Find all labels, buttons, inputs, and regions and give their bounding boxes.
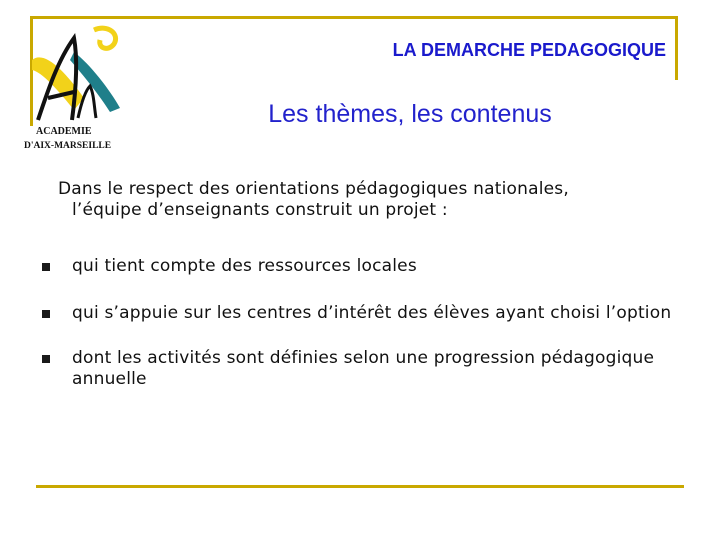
logo-letter-m <box>78 86 96 118</box>
intro-paragraph <box>58 179 678 221</box>
bullet-item <box>42 348 692 390</box>
intro-line-2: l’équipe d’enseignants construit un projet : <box>72 200 448 220</box>
bullet-text: qui s’appuie sur les centres d’intérêt des élèves ayant choisi l’option <box>72 303 672 323</box>
square-bullet-icon <box>42 355 50 363</box>
bullet-list <box>42 256 692 390</box>
bullet-item <box>42 303 692 324</box>
intro-line-1: Dans le respect des orientations pédagogiques nationales, <box>58 179 569 199</box>
header-title: LA DEMARCHE PEDAGOGIQUE <box>392 40 666 60</box>
bullet-text: dont les activités sont définies selon une progression pédagogique annuelle <box>72 348 655 389</box>
academie-logo <box>24 20 124 152</box>
bullet-item <box>42 256 692 277</box>
logo-yellow-swirl <box>94 28 116 48</box>
square-bullet-icon <box>42 263 50 271</box>
frame-right-rule <box>675 16 678 80</box>
square-bullet-icon <box>42 310 50 318</box>
logo-text-line2: D'AIX-MARSEILLE <box>24 141 112 151</box>
frame-bottom-rule <box>36 485 684 488</box>
logo-text-line1: ACADEMIE <box>36 126 92 137</box>
frame-top-rule <box>30 16 678 19</box>
slide-subtitle: Les thèmes, les contenus <box>268 100 552 128</box>
bullet-text: qui tient compte des ressources locales <box>72 256 417 276</box>
